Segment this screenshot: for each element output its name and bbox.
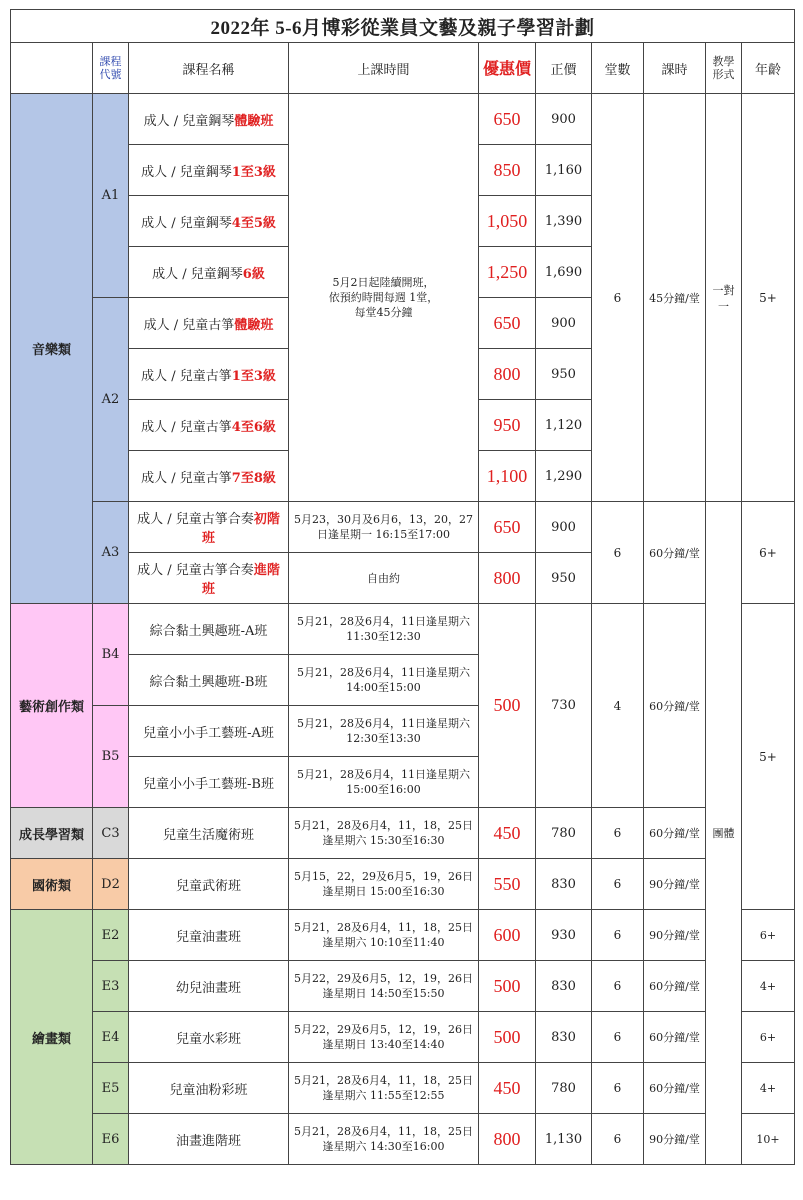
regular-price: 1,160 <box>536 145 592 196</box>
course-code: D2 <box>93 859 129 910</box>
age: 5+ <box>742 604 795 910</box>
discount-price: 500 <box>479 604 536 808</box>
course-time: 5月21，28及6月4，11日逢星期六 15:00至16:00 <box>289 757 479 808</box>
discount-price: 1,050 <box>479 196 536 247</box>
course-name: 成人 / 兒童古箏7至8級 <box>129 451 289 502</box>
course-time: 5月21，28及6月4，11日逢星期六 11:30至12:30 <box>289 604 479 655</box>
discount-price: 550 <box>479 859 536 910</box>
teaching-format: 團體 <box>706 502 742 1165</box>
header-discount: 優惠價 <box>479 43 536 94</box>
course-name: 兒童生活魔術班 <box>129 808 289 859</box>
age: 5+ <box>742 94 795 502</box>
course-code: E5 <box>93 1063 129 1114</box>
regular-price: 950 <box>536 553 592 604</box>
header-duration: 課時 <box>644 43 706 94</box>
regular-price: 1,390 <box>536 196 592 247</box>
table-row <box>11 502 795 553</box>
course-name: 成人 / 兒童古箏1至3級 <box>129 349 289 400</box>
regular-price: 950 <box>536 349 592 400</box>
course-time: 5月22，29及6月5，12，19，26日逢星期日 13:40至14:40 <box>289 1012 479 1063</box>
header-format: 教學形式 <box>706 43 742 94</box>
category-art: 藝術創作類 <box>11 604 93 808</box>
course-name: 成人 / 兒童鋼琴6級 <box>129 247 289 298</box>
sessions: 6 <box>592 808 644 859</box>
course-code: A2 <box>93 298 129 502</box>
age: 4+ <box>742 1063 795 1114</box>
header-row <box>11 43 795 94</box>
page-title: 2022年 5-6月博彩從業員文藝及親子學習計劃 <box>11 10 795 43</box>
course-code: E3 <box>93 961 129 1012</box>
course-name: 兒童武術班 <box>129 859 289 910</box>
header-category <box>11 43 93 94</box>
regular-price: 900 <box>536 94 592 145</box>
age: 10+ <box>742 1114 795 1165</box>
course-code: B4 <box>93 604 129 706</box>
discount-price: 1,250 <box>479 247 536 298</box>
course-name: 兒童油粉彩班 <box>129 1063 289 1114</box>
table-row <box>11 604 795 655</box>
course-time: 5月21，28及6月4，11，18，25日逢星期六 15:30至16:30 <box>289 808 479 859</box>
category-paint: 繪畫類 <box>11 910 93 1165</box>
discount-price: 600 <box>479 910 536 961</box>
duration: 60分鐘/堂 <box>644 1063 706 1114</box>
discount-price: 650 <box>479 298 536 349</box>
table-row <box>11 808 795 859</box>
header-age: 年齡 <box>742 43 795 94</box>
course-time: 5月23，30月及6月6，13，20，27日逢星期一 16:15至17:00 <box>289 502 479 553</box>
course-time: 5月21，28及6月4，11，18，25日逢星期六 11:55至12:55 <box>289 1063 479 1114</box>
age: 6+ <box>742 910 795 961</box>
duration: 60分鐘/堂 <box>644 961 706 1012</box>
header-sessions: 堂數 <box>592 43 644 94</box>
sessions: 4 <box>592 604 644 808</box>
course-time: 5月21，28及6月4，11，18，25日逢星期六 10:10至11:40 <box>289 910 479 961</box>
course-code: E4 <box>93 1012 129 1063</box>
discount-price: 1,100 <box>479 451 536 502</box>
course-name: 兒童油畫班 <box>129 910 289 961</box>
sessions: 6 <box>592 1114 644 1165</box>
duration: 45分鐘/堂 <box>644 94 706 502</box>
discount-price: 650 <box>479 94 536 145</box>
header-time: 上課時間 <box>289 43 479 94</box>
duration: 60分鐘/堂 <box>644 1012 706 1063</box>
course-name: 成人 / 兒童古箏合奏進階班 <box>129 553 289 604</box>
course-name: 綜合黏土興趣班-A班 <box>129 604 289 655</box>
regular-price: 1,130 <box>536 1114 592 1165</box>
course-time: 自由約 <box>289 553 479 604</box>
course-name: 兒童小小手工藝班-A班 <box>129 706 289 757</box>
course-name: 成人 / 兒童古箏4至6級 <box>129 400 289 451</box>
sessions: 6 <box>592 859 644 910</box>
discount-price: 850 <box>479 145 536 196</box>
discount-price: 800 <box>479 1114 536 1165</box>
course-code: C3 <box>93 808 129 859</box>
sessions: 6 <box>592 1063 644 1114</box>
age: 4+ <box>742 961 795 1012</box>
table-row <box>11 961 795 1012</box>
age: 6+ <box>742 1012 795 1063</box>
duration: 90分鐘/堂 <box>644 910 706 961</box>
regular-price: 1,290 <box>536 451 592 502</box>
course-name: 成人 / 兒童古箏體驗班 <box>129 298 289 349</box>
course-code: E2 <box>93 910 129 961</box>
table-row <box>11 1063 795 1114</box>
course-schedule <box>10 9 794 1165</box>
duration: 60分鐘/堂 <box>644 808 706 859</box>
discount-price: 500 <box>479 1012 536 1063</box>
discount-price: 950 <box>479 400 536 451</box>
course-table <box>10 9 795 1165</box>
regular-price: 900 <box>536 502 592 553</box>
course-name: 幼兒油畫班 <box>129 961 289 1012</box>
header-regular: 正價 <box>536 43 592 94</box>
regular-price: 830 <box>536 961 592 1012</box>
regular-price: 1,690 <box>536 247 592 298</box>
discount-price: 800 <box>479 349 536 400</box>
discount-price: 650 <box>479 502 536 553</box>
course-name: 兒童水彩班 <box>129 1012 289 1063</box>
duration: 90分鐘/堂 <box>644 1114 706 1165</box>
regular-price: 1,120 <box>536 400 592 451</box>
course-name: 成人 / 兒童鋼琴1至3級 <box>129 145 289 196</box>
course-time-shared: 5月2日起陸續開班， 依預約時間每週 1堂， 每堂45分鐘 <box>289 94 479 502</box>
course-name: 成人 / 兒童鋼琴4至5級 <box>129 196 289 247</box>
sessions: 6 <box>592 94 644 502</box>
duration: 60分鐘/堂 <box>644 502 706 604</box>
regular-price: 930 <box>536 910 592 961</box>
sessions: 6 <box>592 1012 644 1063</box>
sessions: 6 <box>592 502 644 604</box>
table-row <box>11 859 795 910</box>
course-time: 5月21，28及6月4，11日逢星期六 12:30至13:30 <box>289 706 479 757</box>
course-name: 兒童小小手工藝班-B班 <box>129 757 289 808</box>
course-time: 5月21，28及6月4，11日逢星期六 14:00至15:00 <box>289 655 479 706</box>
course-code: B5 <box>93 706 129 808</box>
course-name: 綜合黏土興趣班-B班 <box>129 655 289 706</box>
table-row <box>11 94 795 145</box>
course-time: 5月21，28及6月4，11，18，25日逢星期六 14:30至16:00 <box>289 1114 479 1165</box>
regular-price: 830 <box>536 859 592 910</box>
table-row <box>11 1114 795 1165</box>
discount-price: 450 <box>479 1063 536 1114</box>
course-code: A3 <box>93 502 129 604</box>
regular-price: 730 <box>536 604 592 808</box>
duration: 90分鐘/堂 <box>644 859 706 910</box>
regular-price: 900 <box>536 298 592 349</box>
course-name: 油畫進階班 <box>129 1114 289 1165</box>
course-code: E6 <box>93 1114 129 1165</box>
course-name: 成人 / 兒童鋼琴體驗班 <box>129 94 289 145</box>
regular-price: 780 <box>536 808 592 859</box>
course-name: 成人 / 兒童古箏合奏初階班 <box>129 502 289 553</box>
discount-price: 500 <box>479 961 536 1012</box>
teaching-format: 一對一 <box>706 94 742 502</box>
sessions: 6 <box>592 961 644 1012</box>
sessions: 6 <box>592 910 644 961</box>
regular-price: 830 <box>536 1012 592 1063</box>
header-code: 課程代號 <box>93 43 129 94</box>
discount-price: 450 <box>479 808 536 859</box>
discount-price: 800 <box>479 553 536 604</box>
table-row <box>11 910 795 961</box>
category-music: 音樂類 <box>11 94 93 604</box>
course-time: 5月22，29及6月5，12，19，26日逢星期日 14:50至15:50 <box>289 961 479 1012</box>
table-row <box>11 1012 795 1063</box>
category-martial: 國術類 <box>11 859 93 910</box>
category-growth: 成長學習類 <box>11 808 93 859</box>
duration: 60分鐘/堂 <box>644 604 706 808</box>
course-time: 5月15，22，29及6月5，19，26日逢星期日 15:00至16:30 <box>289 859 479 910</box>
regular-price: 780 <box>536 1063 592 1114</box>
header-name: 課程名稱 <box>129 43 289 94</box>
age: 6+ <box>742 502 795 604</box>
course-code: A1 <box>93 94 129 298</box>
